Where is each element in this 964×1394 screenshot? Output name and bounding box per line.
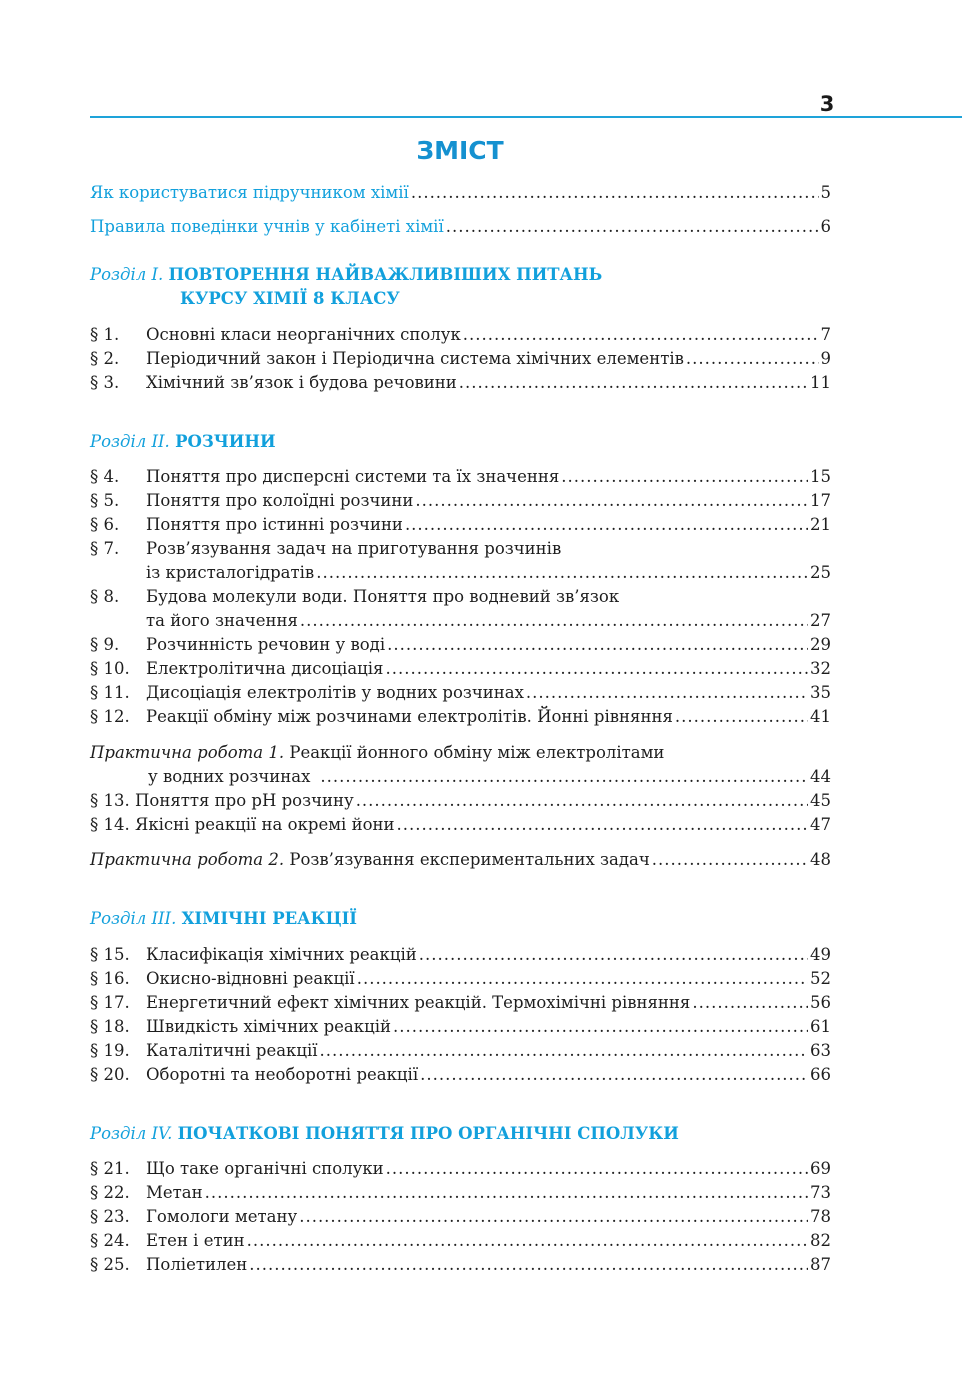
- toc-entry-page: 63: [810, 1041, 831, 1060]
- dot-leader: [247, 1229, 808, 1253]
- toc-entry-title: Гомологи метану: [146, 1207, 298, 1226]
- dot-leader: [411, 181, 819, 205]
- toc-entry[interactable]: [90, 347, 831, 371]
- paragraph-number: § 11.: [90, 683, 130, 702]
- section-title: ПОЧАТКОВІ ПОНЯТТЯ ПРО ОРГАНІЧНІ СПОЛУКИ: [177, 1124, 679, 1143]
- toc-entry-page: 9: [820, 349, 831, 368]
- toc-entry-page: 56: [810, 993, 831, 1012]
- paragraph-number: § 1.: [90, 325, 120, 344]
- toc-entry[interactable]: [90, 789, 831, 813]
- dot-leader: [561, 465, 808, 489]
- toc-entry-page: 5: [820, 183, 831, 202]
- toc-entry-page: 11: [810, 373, 831, 392]
- toc-entry-title: та його значення: [146, 611, 298, 630]
- dot-leader: [415, 489, 808, 513]
- toc-entry-title: Швидкість хімічних реакцій: [146, 1017, 391, 1036]
- toc-entry-title: Поняття про дисперсні системи та їх значення: [146, 467, 560, 486]
- dot-leader: [420, 1063, 808, 1087]
- paragraph-number: § 21.: [90, 1159, 130, 1178]
- toc-entry[interactable]: [90, 848, 831, 872]
- paragraph-number: § 8.: [90, 587, 120, 606]
- paragraph-number: § 4.: [90, 467, 120, 486]
- toc-entry[interactable]: [90, 585, 831, 609]
- dot-leader: [686, 347, 819, 371]
- toc-entry[interactable]: [90, 1253, 831, 1277]
- toc-list: [90, 1157, 831, 1277]
- dot-leader: [459, 371, 808, 395]
- dot-leader: [385, 657, 808, 681]
- toc-entry-page: 7: [820, 325, 831, 344]
- dot-leader: [316, 561, 808, 585]
- dot-leader: [393, 1015, 808, 1039]
- toc-entry-title: Енергетичний ефект хімічних реакцій. Термохімічні рівняння: [146, 993, 691, 1012]
- toc-practice: [90, 848, 831, 872]
- toc-entry-title: у водних розчинах: [148, 767, 311, 786]
- paragraph-number: § 23.: [90, 1207, 130, 1226]
- dot-leader: [397, 813, 809, 837]
- dot-leader: [320, 765, 808, 789]
- dot-leader: [405, 513, 808, 537]
- section-title: ПОВТОРЕННЯ НАЙВАЖЛИВІШИХ ПИТАНЬ: [168, 265, 603, 284]
- toc-entry-page: 27: [810, 611, 831, 630]
- toc-entry-page: 6: [820, 217, 831, 236]
- paragraph-number: § 12.: [90, 707, 130, 726]
- toc-entry[interactable]: [90, 1039, 831, 1063]
- dot-leader: [675, 705, 808, 729]
- paragraph-number: § 3.: [90, 373, 120, 392]
- toc-entry-continuation[interactable]: [90, 609, 831, 633]
- section-title: ХІМІЧНІ РЕАКЦІЇ: [181, 909, 358, 928]
- toc-entry-page: 69: [810, 1159, 831, 1178]
- toc-entry-title: Будова молекули води. Поняття про водневий зв’язок: [146, 587, 620, 606]
- dot-leader: [300, 609, 808, 633]
- dot-leader: [692, 991, 808, 1015]
- dot-leader: [386, 1157, 808, 1181]
- toc-entry[interactable]: [90, 991, 831, 1015]
- practice-label: Практична робота 1.: [90, 743, 285, 762]
- toc-entry-page: 15: [810, 467, 831, 486]
- toc-entry[interactable]: [90, 681, 831, 705]
- paragraph-number: § 22.: [90, 1183, 130, 1202]
- toc-entry-title: Періодичний закон і Періодична система хімічних елементів: [146, 349, 684, 368]
- toc-entry-page: 61: [810, 1017, 831, 1036]
- dot-leader: [652, 848, 808, 872]
- toc-entry-continuation[interactable]: [90, 765, 831, 789]
- dot-leader: [299, 1205, 808, 1229]
- toc-entry-title: Поліетилен: [146, 1255, 248, 1274]
- toc-list: [90, 465, 831, 729]
- paragraph-number: § 25.: [90, 1255, 130, 1274]
- toc-entry-title: Хімічний зв’язок і будова речовини: [146, 373, 457, 392]
- dot-leader: [357, 967, 808, 991]
- dot-leader: [387, 633, 808, 657]
- toc-entry-page: 29: [810, 635, 831, 654]
- section-label: Розділ III.: [90, 909, 177, 928]
- toc-entry[interactable]: [90, 1015, 831, 1039]
- toc-entry-continuation[interactable]: [90, 561, 831, 585]
- section-heading: [90, 430, 831, 454]
- toc-entry[interactable]: [90, 181, 831, 205]
- toc-entry[interactable]: [90, 465, 831, 489]
- toc-entry[interactable]: [90, 513, 831, 537]
- paragraph-number: § 17.: [90, 993, 130, 1012]
- paragraph-number: § 18.: [90, 1017, 130, 1036]
- header-rule: [90, 116, 962, 118]
- paragraph-number: § 24.: [90, 1231, 130, 1250]
- section-heading: [90, 907, 831, 931]
- paragraph-number: § 10.: [90, 659, 130, 678]
- toc-entry-page: 78: [810, 1207, 831, 1226]
- toc-entry-title: Основні класи неорганічних сполук: [146, 325, 461, 344]
- dot-leader: [463, 323, 819, 347]
- toc-entry[interactable]: [90, 371, 831, 395]
- toc-entry-page: 44: [810, 767, 831, 786]
- toc-entry[interactable]: [90, 1205, 831, 1229]
- toc-entry-title: Поняття про істинні розчини: [146, 515, 403, 534]
- toc-entry[interactable]: [90, 741, 831, 765]
- dot-leader: [446, 215, 819, 239]
- toc-entry-page: 87: [810, 1255, 831, 1274]
- toc-practice: [90, 741, 831, 837]
- toc-entry-title: Каталітичні реакції: [146, 1041, 318, 1060]
- toc-entry[interactable]: [90, 967, 831, 991]
- toc-entry[interactable]: [90, 1157, 831, 1181]
- toc-entry-title: Реакції обміну між розчинами електролітів. Йонні рівняння: [146, 707, 673, 726]
- toc-entry-title: Правила поведінки учнів у кабінеті хімії: [90, 217, 444, 236]
- toc-entry-page: 21: [810, 515, 831, 534]
- toc-list: [90, 323, 831, 395]
- paragraph-number: § 2.: [90, 349, 120, 368]
- toc-entry-title: із кристалогідратів: [146, 563, 315, 582]
- toc-intro: [90, 181, 831, 239]
- dot-leader: [526, 681, 808, 705]
- dot-leader: [205, 1181, 808, 1205]
- toc-entry-page: 41: [810, 707, 831, 726]
- toc-entry[interactable]: [90, 489, 831, 513]
- toc-entry[interactable]: [90, 633, 831, 657]
- toc-entry-page: 47: [810, 815, 831, 834]
- toc-entry-title: Розчинність речовин у воді: [146, 635, 386, 654]
- paragraph-number: § 16.: [90, 969, 130, 988]
- toc-entry[interactable]: [90, 813, 831, 837]
- paragraph-number: § 15.: [90, 945, 130, 964]
- toc-entry-title: Оборотні та необоротні реакції: [146, 1065, 419, 1084]
- toc-entry-page: 52: [810, 969, 831, 988]
- dot-leader: [356, 789, 808, 813]
- toc-entry[interactable]: [90, 943, 831, 967]
- toc-entry-title: Якісні реакції на окремі йони: [135, 815, 395, 834]
- toc-entry-page: 35: [810, 683, 831, 702]
- toc-entry-title: Електролітична дисоціація: [146, 659, 384, 678]
- toc-entry-title: Метан: [146, 1183, 203, 1202]
- paragraph-number: § 7.: [90, 539, 120, 558]
- toc-entry-page: 73: [810, 1183, 831, 1202]
- paragraph-number: § 13.: [90, 791, 130, 810]
- toc-entry-page: 45: [810, 791, 831, 810]
- dot-leader: [419, 943, 808, 967]
- dot-leader: [320, 1039, 808, 1063]
- paragraph-number: § 5.: [90, 491, 120, 510]
- toc-entry[interactable]: [90, 323, 831, 347]
- toc-entry-title: Як користуватися підручником хімії: [90, 183, 409, 202]
- toc-entry-title: Дисоціація електролітів у водних розчинах: [146, 683, 524, 702]
- toc-entry[interactable]: [90, 705, 831, 729]
- toc-entry[interactable]: [90, 1229, 831, 1253]
- section-heading: [90, 1122, 831, 1146]
- toc-entry-page: 48: [810, 850, 831, 869]
- toc-entry-title: Реакції йонного обміну між електролітами: [284, 743, 665, 762]
- toc-entry-title: Розв’язування експериментальних задач: [284, 850, 650, 869]
- toc-entry-title: Поняття про рН розчину: [135, 791, 354, 810]
- paragraph-number: § 20.: [90, 1065, 130, 1084]
- toc-entry[interactable]: [90, 1181, 831, 1205]
- toc-entry-page: 25: [810, 563, 831, 582]
- toc-entry-page: 32: [810, 659, 831, 678]
- toc-list: [90, 943, 831, 1087]
- paragraph-number: § 6.: [90, 515, 120, 534]
- toc-entry-page: 66: [810, 1065, 831, 1084]
- toc-entry-title: Розв’язування задач на приготування розчинів: [146, 539, 562, 558]
- toc-entry-page: 17: [810, 491, 831, 510]
- section-label: Розділ I.: [90, 265, 164, 284]
- section-title: КУРСУ ХІМІЇ 8 КЛАСУ: [180, 289, 400, 308]
- section-title: РОЗЧИНИ: [175, 432, 276, 451]
- toc-entry-title: Поняття про колоїдні розчини: [146, 491, 414, 510]
- toc-entry-title: Окисно-відновні реакції: [146, 969, 355, 988]
- toc-entry-title: Етен і етин: [146, 1231, 245, 1250]
- toc-entry-page: 49: [810, 945, 831, 964]
- section-label: Розділ II.: [90, 432, 170, 451]
- dot-leader: [249, 1253, 808, 1277]
- toc-entry[interactable]: [90, 215, 831, 239]
- toc-entry[interactable]: [90, 1063, 831, 1087]
- paragraph-number: § 14.: [90, 815, 130, 834]
- toc-entry-page: 82: [810, 1231, 831, 1250]
- page-title: ЗМІСТ: [416, 136, 504, 165]
- practice-label: Практична робота 2.: [90, 850, 285, 869]
- paragraph-number: § 19.: [90, 1041, 130, 1060]
- paragraph-number: § 9.: [90, 635, 120, 654]
- section-heading: [90, 263, 831, 311]
- section-label: Розділ IV.: [90, 1124, 173, 1143]
- toc-entry[interactable]: [90, 657, 831, 681]
- page-number: 3: [819, 92, 835, 116]
- toc-entry-title: Класифікація хімічних реакцій: [146, 945, 417, 964]
- toc-entry-title: Що таке органічні сполуки: [146, 1159, 384, 1178]
- toc-entry[interactable]: [90, 537, 831, 561]
